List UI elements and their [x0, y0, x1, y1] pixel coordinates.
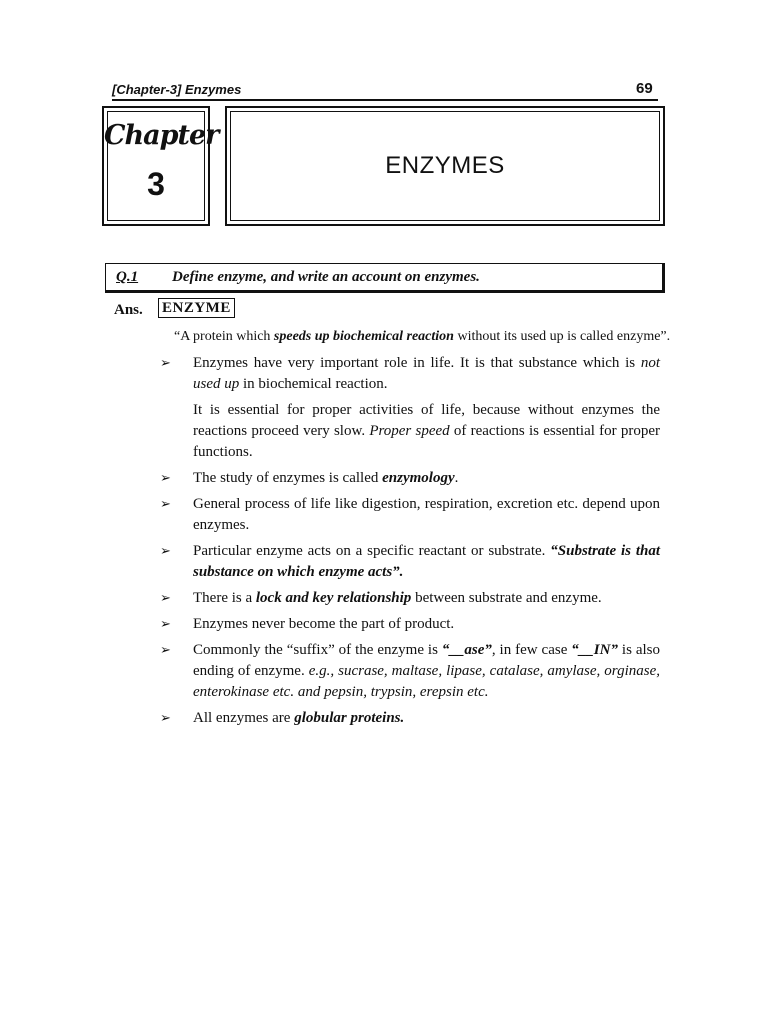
bullet-arrow-icon: ➢	[160, 643, 171, 658]
page-number: 69	[636, 80, 653, 97]
answer-heading: ENZYME	[158, 298, 235, 318]
bullet-arrow-icon: ➢	[160, 544, 171, 559]
bullet-point-substrate: ➢ Particular enzyme acts on a specific reactant or substrate. “Substrate is that substance on which enzyme acts”.	[160, 543, 661, 580]
bullet-point-role: ➢ Enzymes have very important role in life. It is that substance which is not used up in biochemical reaction. It is essential for proper activities of life, because without enzymes the reactions proceed very slow. Proper speed of reactions is essential for proper functions.	[160, 353, 660, 463]
bullet-arrow-icon: ➢	[160, 617, 171, 632]
bullet-point-processes: ➢ General process of life like digestion, respiration, excretion etc. depend upon enzymes.	[160, 496, 660, 533]
bullet-point-suffix: ➢ Commonly the “suffix” of the enzyme is “__ase”, in few case “__IN” is also ending of enzyme. e.g., sucrase, maltase, lipase, catalase, amylase, orginase, enterokinase etc. and pepsin, trypsin, erepsin etc.	[160, 642, 660, 700]
chapter-header-label: [Chapter-3] Enzymes	[112, 82, 242, 97]
answer-bullet-list	[160, 353, 660, 734]
bullet-arrow-icon: ➢	[160, 471, 171, 486]
question-text: Define enzyme, and write an account on enzymes.	[172, 269, 480, 285]
bullet-arrow-icon: ➢	[160, 591, 171, 606]
chapter-title-box	[225, 106, 665, 226]
header-rule	[112, 99, 658, 101]
enzyme-definition	[174, 329, 670, 345]
definition-close: without its used up is called enzyme”.	[453, 329, 671, 344]
question-number: Q.1	[116, 269, 139, 285]
chapter-title: ENZYMES	[385, 152, 505, 179]
chapter-number: 3	[147, 166, 165, 202]
bullet-point-lock-key: ➢ There is a lock and key relationship between substrate and enzyme.	[160, 588, 660, 609]
bullet-subparagraph: It is essential for proper activities of life, because without enzymes the reactions proceed very slow. Proper speed of reactions is essential for proper functions.	[193, 402, 661, 460]
bullet-point-product: ➢ Enzymes never become the part of product.	[160, 614, 660, 635]
definition-open: “A protein which	[174, 329, 274, 344]
bullet-point-globular: ➢ All enzymes are globular proteins.	[160, 708, 660, 729]
bullet-point-enzymology: ➢ The study of enzymes is called enzymology.	[160, 468, 660, 489]
answer-label: Ans.	[114, 302, 143, 318]
chapter-number-box	[102, 106, 219, 226]
bullet-arrow-icon: ➢	[160, 356, 171, 371]
bullet-arrow-icon: ➢	[160, 497, 171, 512]
chapter-word: Chapter	[104, 120, 219, 151]
question-box	[105, 263, 665, 293]
definition-bold: speeds up biochemical reaction	[273, 329, 454, 344]
bullet-arrow-icon: ➢	[160, 711, 171, 726]
